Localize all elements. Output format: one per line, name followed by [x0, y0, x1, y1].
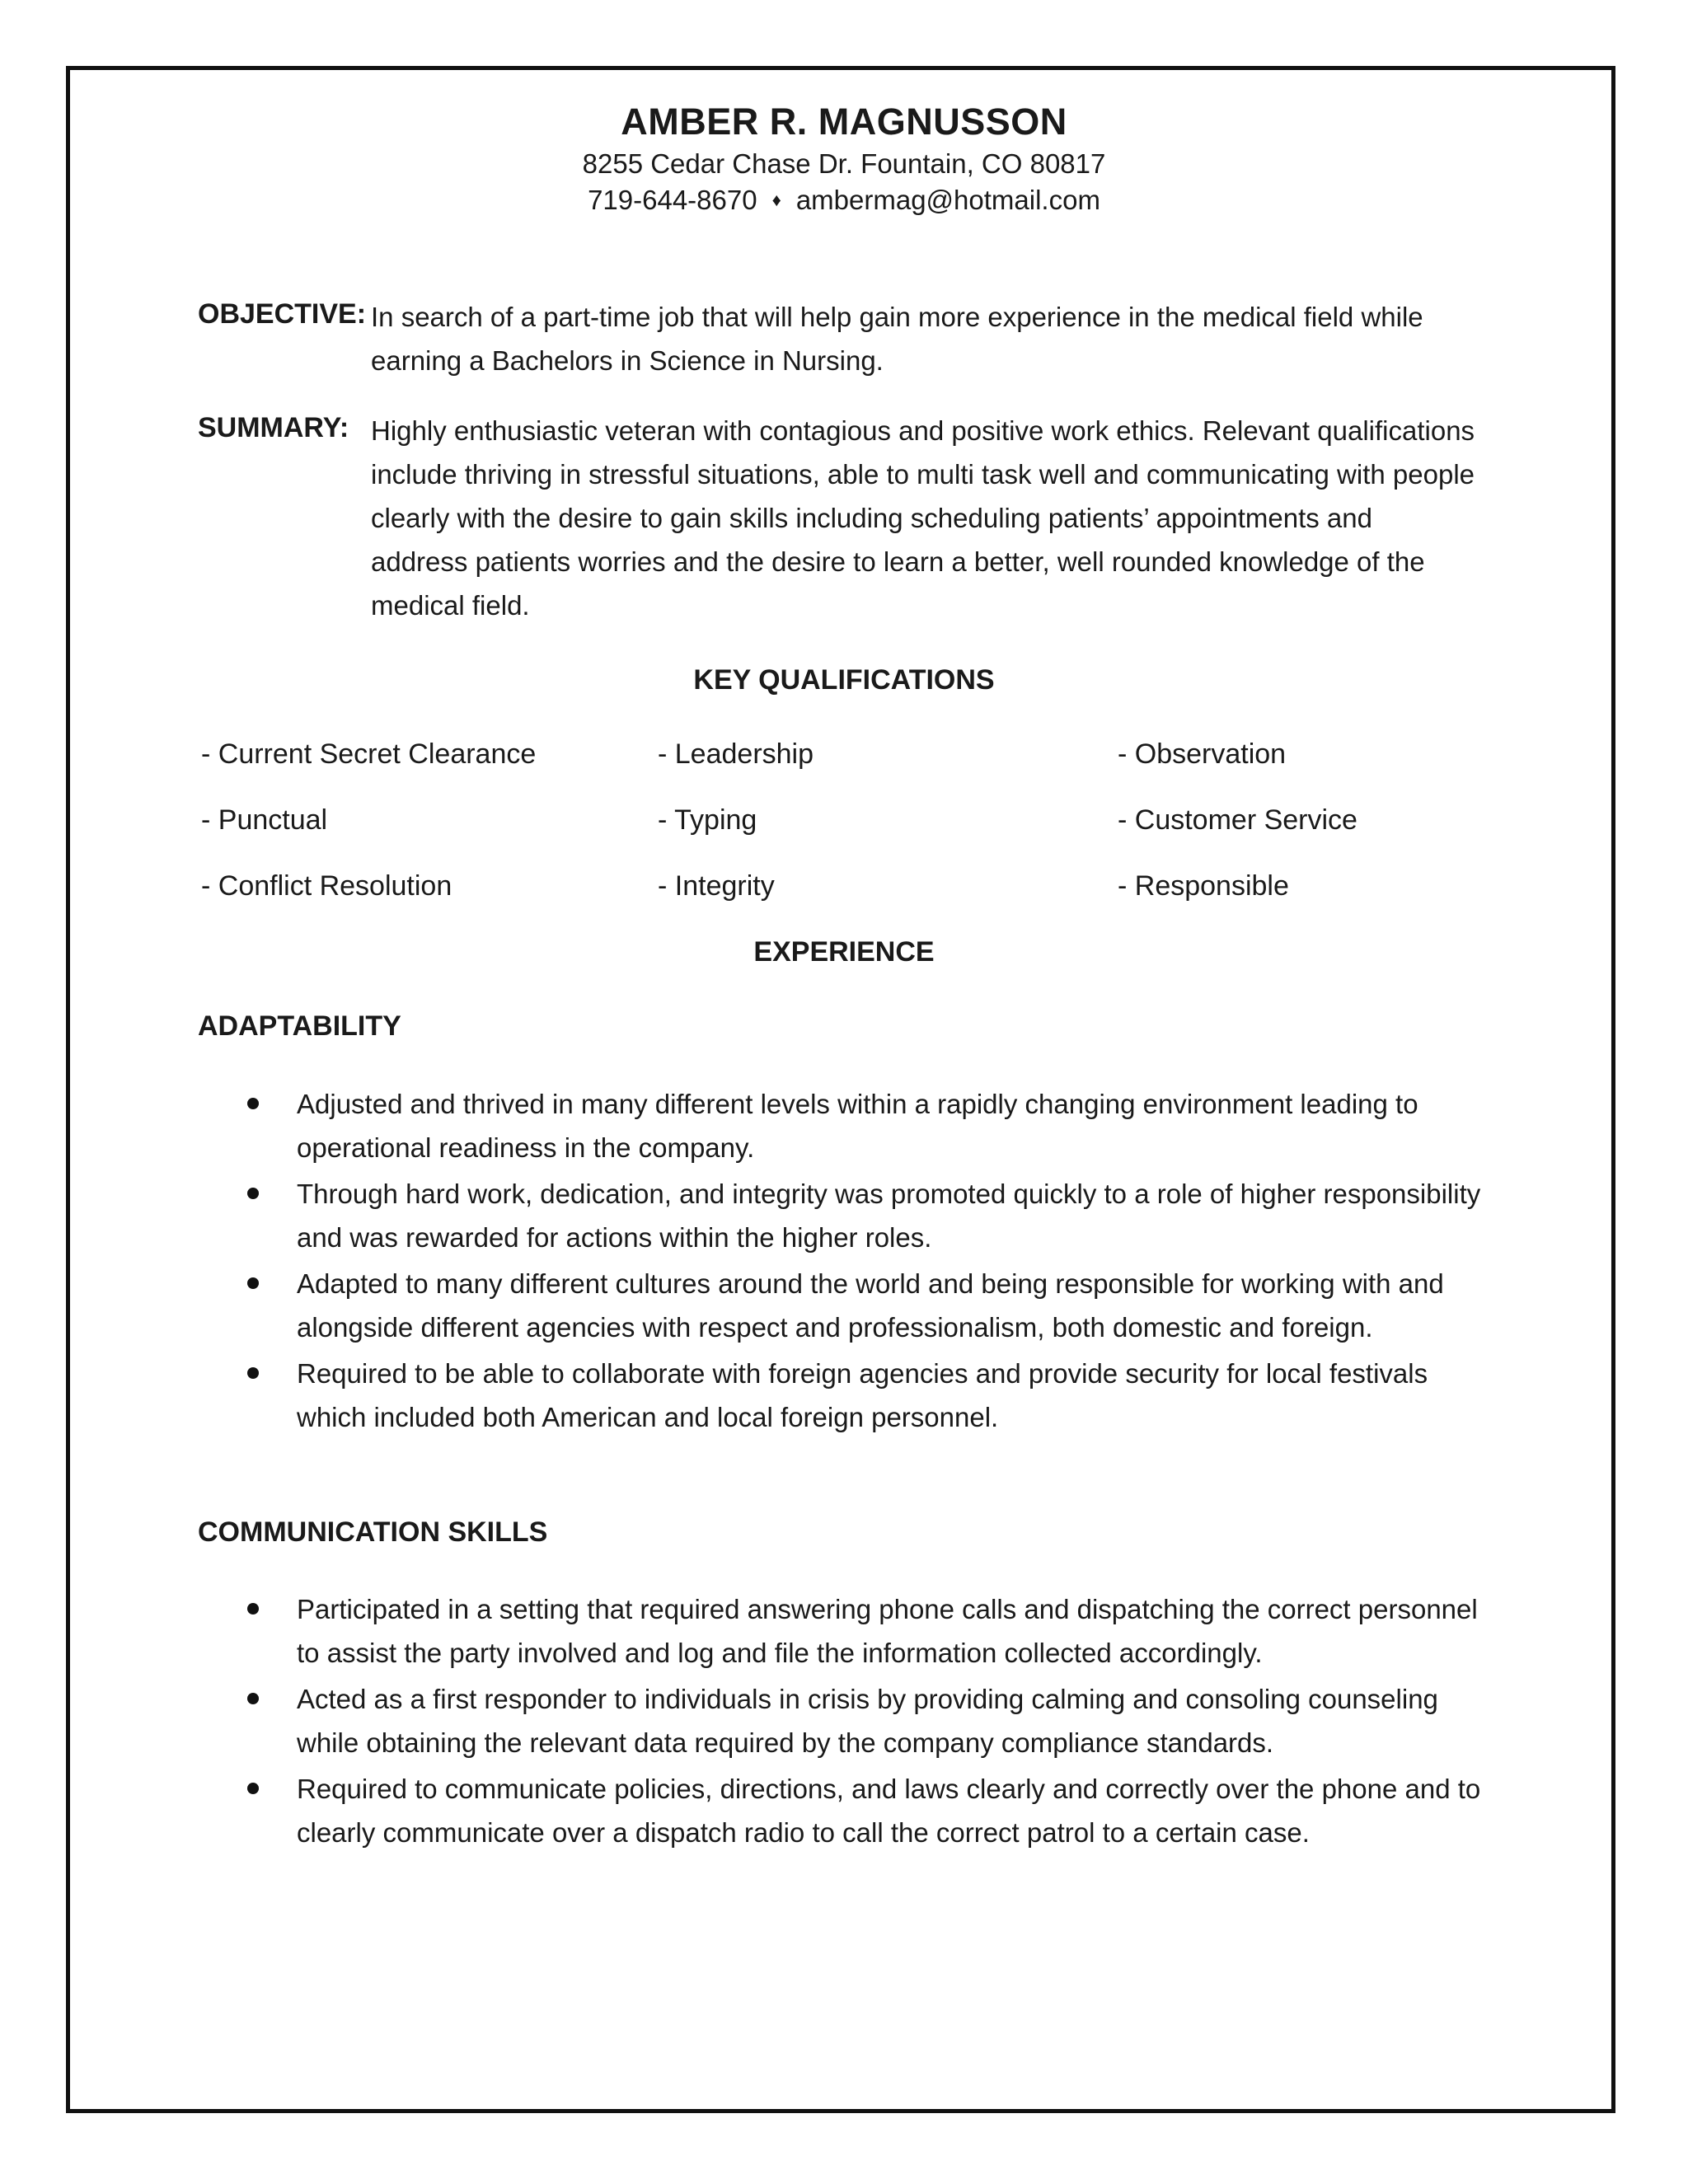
objective-label: OBJECTIVE: [198, 298, 367, 330]
qualification-item: - Observation [1118, 738, 1287, 770]
bullet-icon [247, 1603, 259, 1615]
list-item: Required to be able to collaborate with foreign agencies and provide security for local festivals which included both American and local foreign personnel. [247, 1352, 1500, 1439]
list-item: Adjusted and thrived in many different levels within a rapidly changing environment leading to operational readiness in the company. [247, 1082, 1500, 1169]
diamond-separator-icon: ♦ [771, 190, 781, 210]
bullet-icon [247, 1693, 259, 1704]
bullet-icon [247, 1367, 259, 1379]
adaptability-bullet-list [247, 1082, 1500, 1441]
list-item: Required to communicate policies, directions, and laws clearly and correctly over the phone and to clearly communicate over a dispatch radio to call the correct patrol to a certain case. [247, 1767, 1500, 1854]
list-item: Participated in a setting that required answering phone calls and dispatching the correct personnel to assist the party involved and log and file the information collected accordingly. [247, 1587, 1500, 1675]
adaptability-heading: ADAPTABILITY [198, 1010, 401, 1042]
qualification-item: - Integrity [658, 870, 775, 902]
bullet-icon [247, 1098, 259, 1109]
summary-label: SUMMARY: [198, 412, 349, 443]
qualification-item: - Conflict Resolution [201, 870, 452, 902]
experience-heading: EXPERIENCE [753, 936, 935, 968]
bullet-icon [247, 1783, 259, 1794]
summary-text: Highly enthusiastic veteran with contagious and positive work ethics. Relevant qualifications include thriving in stressful situations, able to multi task well and communicating with people clearly with the desire to gain skills including scheduling patients’ appointments and address patients worries and the desire to learn a better, well rounded knowledge of the medical field. [371, 415, 1475, 621]
resume-contact-line [0, 185, 1688, 216]
qualification-item: - Leadership [658, 738, 814, 770]
objective-text: In search of a part-time job that will help gain more experience in the medical field while earning a Bachelors in Science in Nursing. [371, 302, 1423, 376]
key-qualifications-heading: KEY QUALIFICATIONS [693, 664, 995, 696]
phone-number: 719-644-8670 [588, 185, 757, 215]
qualification-item: - Typing [658, 804, 757, 836]
email-address: ambermag@hotmail.com [795, 185, 1100, 215]
list-item: Adapted to many different cultures around the world and being responsible for working with and alongside different agencies with respect and professionalism, both domestic and foreign. [247, 1262, 1500, 1349]
list-item: Through hard work, dedication, and integrity was promoted quickly to a role of higher responsibility and was rewarded for actions within the higher roles. [247, 1172, 1500, 1259]
communication-skills-heading: COMMUNICATION SKILLS [198, 1516, 548, 1548]
bullet-icon [247, 1188, 259, 1199]
qualification-item: - Responsible [1118, 870, 1289, 902]
communication-bullet-list [247, 1587, 1500, 1857]
qualification-item: - Current Secret Clearance [201, 738, 537, 770]
resume-address: 8255 Cedar Chase Dr. Fountain, CO 80817 [582, 148, 1106, 179]
bullet-icon [247, 1277, 259, 1289]
resume-name: AMBER R. MAGNUSSON [621, 101, 1067, 143]
list-item: Acted as a first responder to individuals in crisis by providing calming and consoling counseling while obtaining the relevant data required by the company compliance standards. [247, 1677, 1500, 1765]
qualification-item: - Punctual [201, 804, 328, 836]
qualification-item: - Customer Service [1118, 804, 1357, 836]
